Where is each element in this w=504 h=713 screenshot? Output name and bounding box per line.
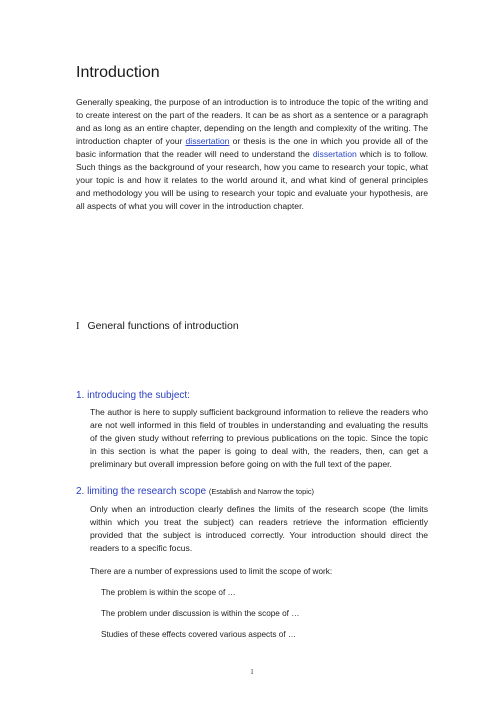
dissertation-link-2[interactable]: dissertation [312,149,357,159]
section-number: I [76,321,80,332]
expressions-intro: There are a number of expressions used to limit the scope of work: [90,567,333,576]
expression-item: The problem is within the scope of … [101,588,236,597]
intro-text-2: or thesis is the one in which you provide all of the basic information that the reader will need to understand the [76,136,428,159]
intro-text-1: Generally speaking, the purpose of an introduction is to introduce the topic of the writing and to create interest on the part of the readers. It can be as short as a sentence or a paragraph and as long as an entire chapter, depending on the length and complexity of the writing. The introduction chapter of your [76,97,428,146]
subsection-2-note: (Establish and Narrow the topic) [208,487,315,496]
subsection-2-title: 2. limiting the research scope [76,486,207,497]
intro-paragraph [76,96,428,213]
expression-item: Studies of these effects covered various aspects of … [101,630,297,639]
page-number: 1 [250,668,254,676]
subsection-heading-1: 1. introducing the subject: [76,390,190,401]
subsection-1-body: The author is here to supply sufficient background information to relieve the readers who are not well informed in this field of troubles in understanding and evaluating the results of the given study without referring to previous publications on the topic. Since the topic in this section is what the paper is going to deal with, the readers, then, can get a preliminary but overall impression before going on with the full text of the paper. [90,407,428,469]
page-title: Introduction [76,64,160,81]
intro-text-3: which is to follow. Such things as the background of your research, how you came to research your topic, what your topic is and how it relates to the world around it, and what kind of general principles and methodology you will be using to research your topic and evaluate your hypothesis, are all aspects of what you will cover in the introduction chapter. [76,149,428,211]
subsection-heading-2 [76,486,314,497]
section-title: General functions of introduction [87,320,239,332]
expression-item: The problem under discussion is within the scope of … [101,609,300,618]
subsection-2-body: Only when an introduction clearly defines the limits of the research scope (the limits within which you treat the subject) can readers retrieve the information efficiently provided that the subject is introduced correctly. Your introduction should direct the readers to a specific focus. [90,504,428,553]
dissertation-link[interactable]: dissertation [185,136,230,146]
section-heading [76,320,239,332]
